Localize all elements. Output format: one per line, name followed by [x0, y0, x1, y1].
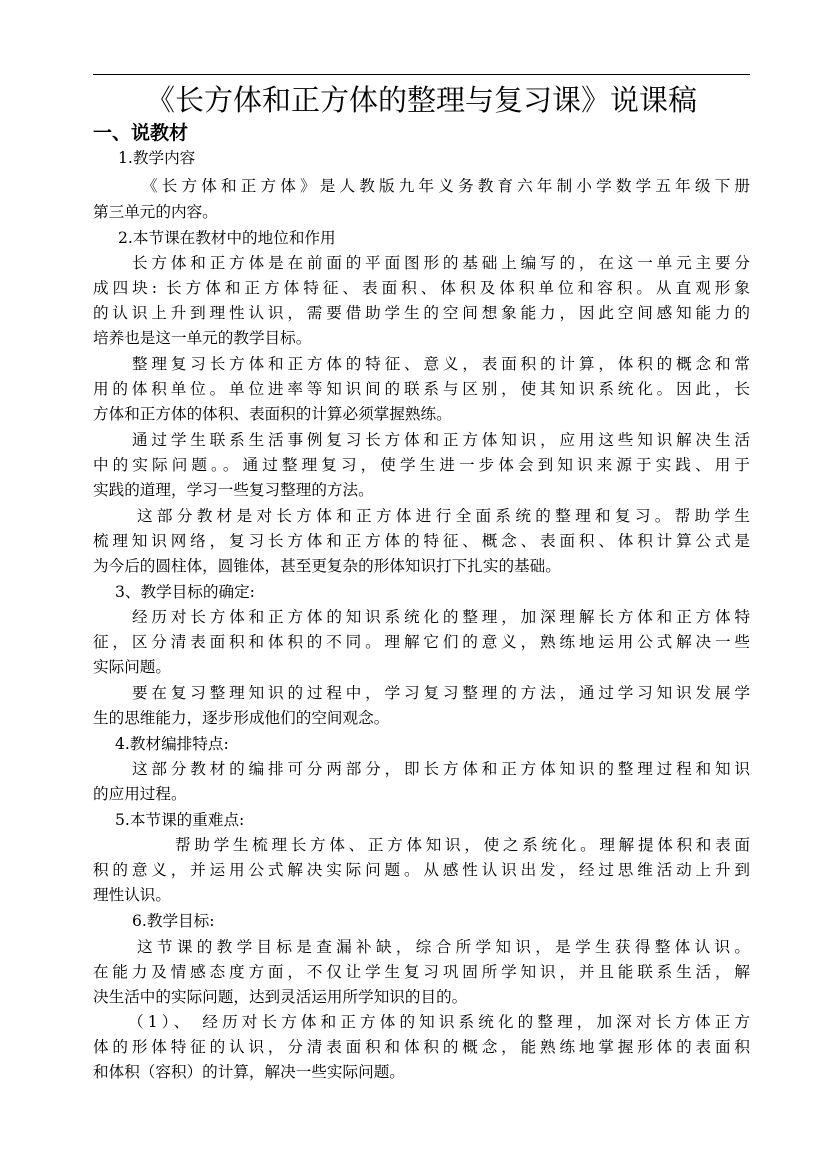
paragraph-line: 实际问题。: [93, 658, 171, 676]
paragraph-line: 方体和正方体的体积、表面积的计算必须掌握熟练。: [93, 405, 452, 423]
paragraph-line: 经历对长方体和正方体的知识系统化的整理，加深理解长方体和正方体特: [132, 608, 750, 626]
subheading: 6.教学目标:: [132, 912, 215, 930]
paragraph-line: 培养也是这一单元的教学目标。: [93, 329, 312, 347]
paragraph-line: 决生活中的实际问题，达到灵活运用所学知识的目的。: [93, 988, 468, 1006]
paragraph-line: 这部分教材是对长方体和正方体进行全面系统的整理和复习。帮助学生: [137, 507, 750, 525]
paragraph-line: 整理复习长方体和正方体的特征、意义，表面积的计算，体积的概念和常: [132, 355, 750, 373]
paragraph-line: 的应用过程。: [93, 785, 187, 803]
paragraph-line: 通过学生联系生活事例复习长方体和正方体知识，应用这些知识解决生活: [132, 431, 750, 449]
paragraph-line: （1）、 经历对长方体和正方体的知识系统化的整理，加深对长方体正方: [128, 1013, 750, 1031]
paragraph-line: 梳理知识网络，复习长方体和正方体的特征、概念、表面积、体积计算公式是: [93, 532, 750, 550]
paragraph-line: 长方体和正方体是在前面的平面图形的基础上编写的，在这一单元主要分: [132, 254, 750, 272]
paragraph-line: 实践的道理，学习一些复习整理的方法。: [93, 481, 374, 499]
paragraph-line: 和体积（容积）的计算，解决一些实际问题。: [93, 1063, 405, 1081]
paragraph-line: 成四块: 长方体和正方体特征、表面积、体积及体积单位和容积。从直观形象: [93, 279, 750, 297]
paragraph-line: 体的形体特征的认识，分清表面积和体积的概念，能熟练地掌握形体的表面积: [93, 1038, 750, 1056]
section-heading: 一、说教材: [93, 122, 189, 144]
paragraph-line: 要在复习整理知识的过程中，学习复习整理的方法，通过学习知识发展学: [132, 684, 750, 702]
subheading: 2.本节课在教材中的地位和作用: [118, 229, 336, 247]
paragraph-line: 第三单元的内容。: [93, 203, 218, 221]
paragraph-line: 为今后的圆柱体，圆锥体，甚至更复杂的形体知识打下扎实的基础。: [93, 557, 561, 575]
paragraph-line: 的认识上升到理性认识，需要借助学生的空间想象能力，因此空间感知能力的: [93, 304, 750, 322]
subheading: 3、教学目标的确定:: [115, 583, 255, 601]
paragraph-line: 生的思维能力，逐步形成他们的空间观念。: [93, 709, 390, 727]
paragraph-line: 在能力及情感态度方面，不仅让学生复习巩固所学知识，并且能联系生活，解: [93, 963, 750, 981]
subheading: 5.本节课的重难点:: [115, 811, 245, 829]
paragraph-line: 用的体积单位。单位进率等知识间的联系与区别，使其知识系统化。因此，长: [93, 380, 750, 398]
paragraph-line: 积的意义，并运用公式解决实际问题。从感性认识出发，经过思维活动上升到: [93, 861, 750, 879]
paragraph-line: 征，区分清表面积和体积的不同。理解它们的意义，熟练地运用公式解决一些: [93, 633, 750, 651]
header-rule: [93, 74, 750, 75]
subheading: 4.教材编排特点:: [115, 735, 229, 753]
paragraph-line: 帮助学生梳理长方体、正方体知识，使之系统化。理解提体积和表面: [175, 836, 750, 854]
subheading: 1.教学内容: [118, 149, 196, 167]
paragraph-line: 中的实际问题。。通过整理复习，使学生进一步体会到知识来源于实践、用于: [93, 456, 750, 474]
paragraph-line: 这节课的教学目标是查漏补缺，综合所学知识，是学生获得整体认识。: [137, 938, 750, 956]
paragraph-line: 《长方体和正方体》是人教版九年义务教育六年制小学数学五年级下册: [142, 177, 750, 195]
paragraph-line: 这部分教材的编排可分两部分，即长方体和正方体知识的整理过程和知识: [132, 760, 750, 778]
page-title: 《长方体和正方体的整理与复习课》说课稿: [145, 83, 697, 117]
paragraph-line: 理性认识。: [93, 886, 171, 904]
